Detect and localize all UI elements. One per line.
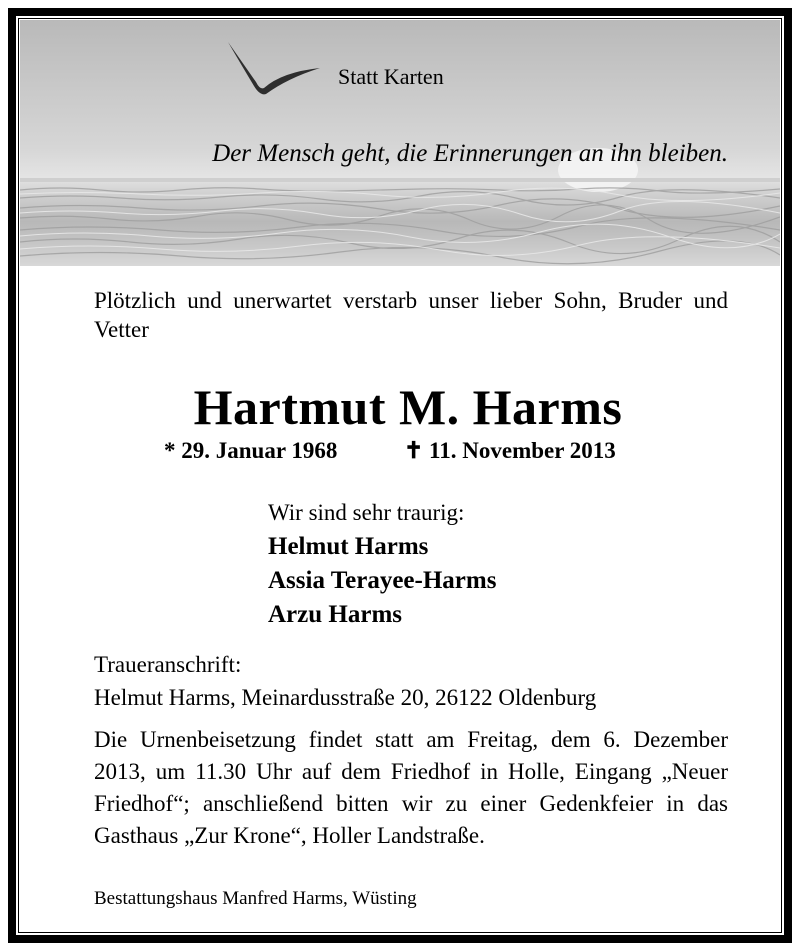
- funeral-home: Bestattungshaus Manfred Harms, Wüsting: [94, 888, 417, 909]
- mourners-intro: Wir sind sehr traurig:: [268, 500, 465, 525]
- statt-karten-label: Statt Karten: [338, 64, 444, 89]
- wave-lines: [20, 188, 780, 264]
- seagull-icon: [228, 42, 320, 94]
- horizon-line: [20, 178, 780, 182]
- obituary-frame: [8, 8, 792, 943]
- mourner-name: Assia Terayee-Harms: [268, 567, 497, 594]
- mourner-name: Helmut Harms: [268, 533, 429, 560]
- mourning-address: [94, 648, 734, 714]
- deceased-name: Hartmut M. Harms: [193, 379, 623, 435]
- mourner-name: Arzu Harms: [268, 601, 402, 628]
- ceremony-text: Die Urnenbeisetzung findet statt am Freitag, dem 6. Dezember 2013, um 11.30 Uhr auf dem Friedhof in Holle, Eingang „Neuer Friedhof“; anschließend bitten wir zu einer Gedenkfeier in das Gasthaus „Zur Krone“, Holler Landstraße.: [94, 727, 728, 848]
- memorial-quote: Der Mensch geht, die Erinnerungen an ihn bleiben.: [212, 140, 728, 167]
- address-label: Traueranschrift:: [94, 652, 242, 677]
- birth-date: * 29. Januar 1968: [164, 438, 338, 463]
- header-photo-sea: [20, 20, 780, 266]
- mourners-block: [268, 496, 496, 632]
- intro-text: Plötzlich und unerwartet verstarb unser lieber Sohn, Bruder und Vetter: [94, 288, 728, 342]
- death-date: ✝ 11. November 2013: [404, 438, 616, 463]
- address-value: Helmut Harms, Meinardusstraße 20, 26122 Oldenburg: [94, 685, 597, 710]
